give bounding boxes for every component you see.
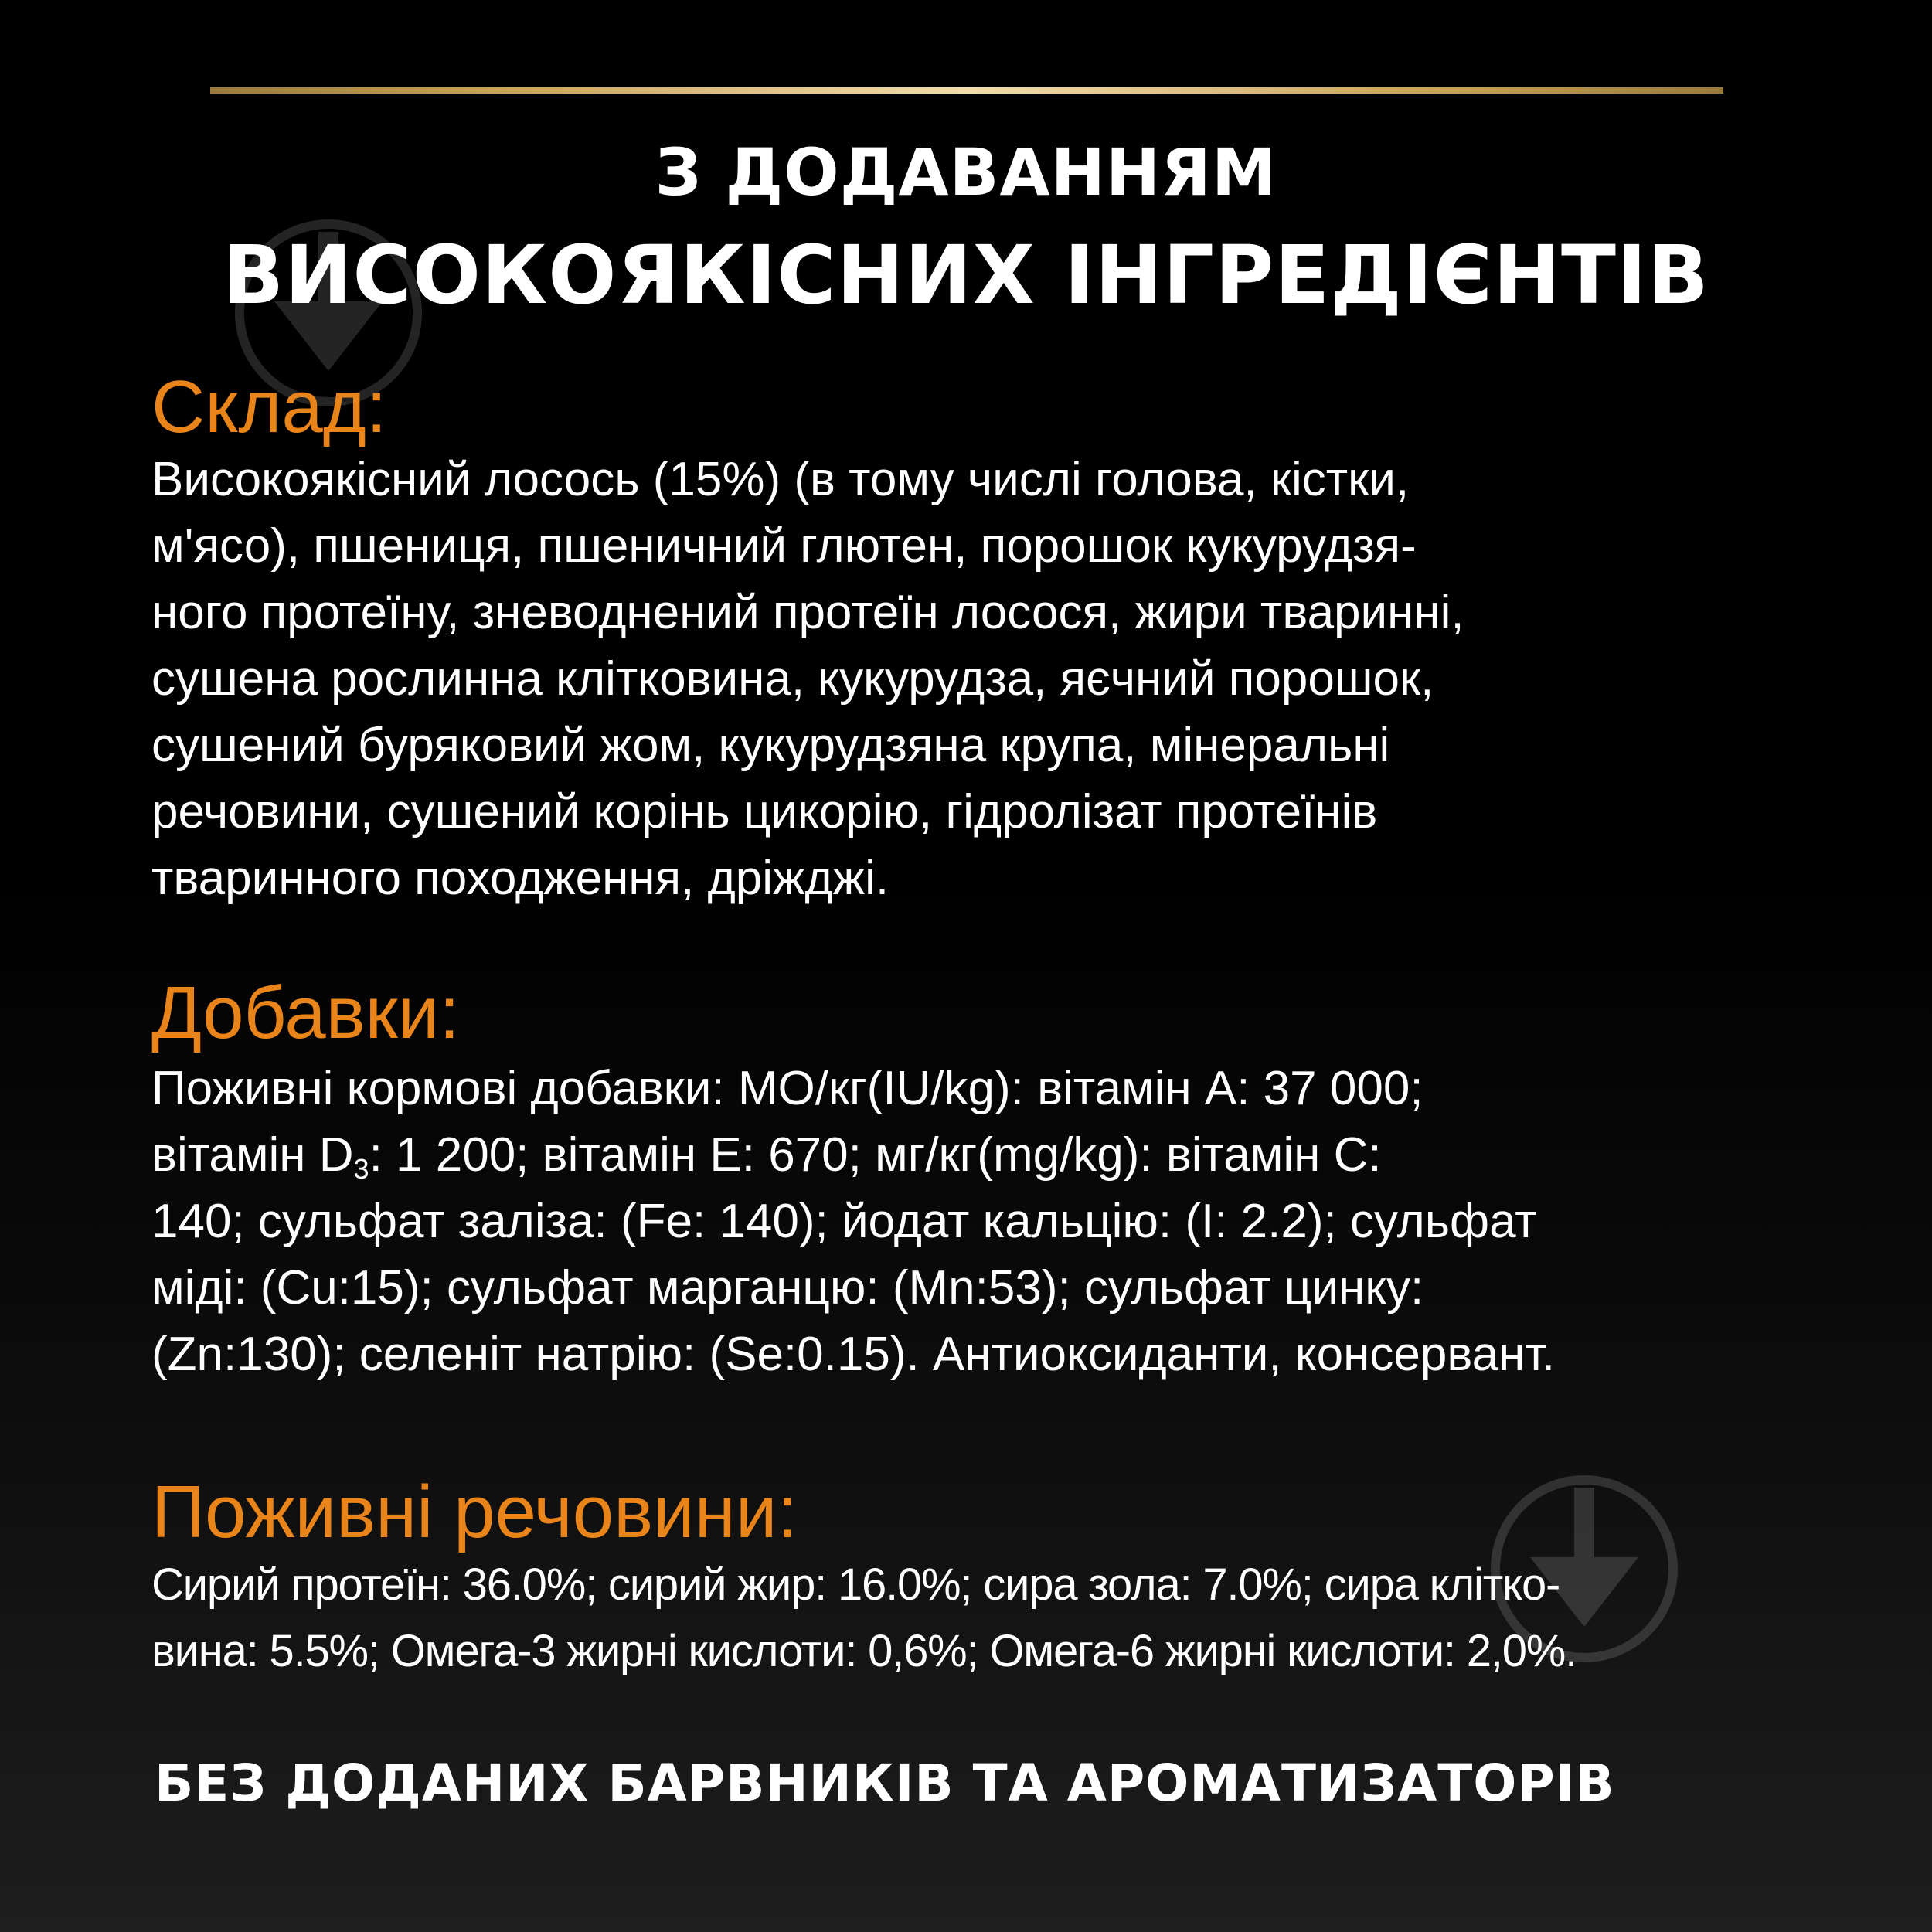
nutrients-line: вина: 5.5%; Омега-3 жирні кислоти: 0,6%; Омега-6 жирні кислоти: 2,0%.	[151, 1626, 1577, 1676]
composition-line: м'ясо), пшениця, пшеничний глютен, порошок кукурудзя-	[151, 519, 1417, 573]
composition-line: Високоякісний лосось (15%) (в тому числі голова, кістки,	[151, 453, 1410, 506]
heading-line-1: З ДОДАВАННЯМ	[655, 134, 1277, 210]
heading-line-2: ВИСОКОЯКІСНИХ ІНГРЕДІЄНТІВ	[223, 228, 1709, 322]
additives-line: 140; сульфат заліза: (Fe: 140); йодат кальцію: (I: 2.2); сульфат	[151, 1195, 1537, 1248]
composition-line: сушена рослинна клітковина, кукурудза, яєчний порошок,	[151, 652, 1434, 706]
footer-claim: БЕЗ ДОДАНИХ БАРВНИКІВ ТА АРОМАТИЗАТОРІВ	[155, 1753, 1615, 1813]
additives-line: Поживні кормові добавки: МО/кг(IU/kg): вітамін А: 37 000;	[151, 1062, 1423, 1115]
additives-line-part: : 1 200; вітамін Е: 670; мг/кг(mg/kg): вітамін С:	[369, 1128, 1382, 1182]
additives-title: Добавки:	[151, 971, 460, 1054]
additives-line: міді: (Cu:15); сульфат марганцю: (Mn:53); сульфат цинку:	[151, 1261, 1424, 1315]
composition-line: тваринного походження, дріжджі.	[151, 852, 889, 905]
nutrients-title: Поживні речовини:	[151, 1471, 798, 1553]
composition-text	[151, 447, 1836, 912]
additives-line-part: вітамін D	[151, 1128, 354, 1182]
composition-line: сушений буряковий жом, кукурудзяна крупа, мінеральні	[151, 719, 1390, 772]
subscript-3: 3	[353, 1153, 369, 1185]
composition-title: Склад:	[151, 366, 387, 448]
composition-line: речовини, сушений корінь цикорію, гідролізат протеїнів	[151, 785, 1378, 838]
additives-line: (Zn:130); селеніт натрію: (Se:0.15). Антиоксиданти, консервант.	[151, 1328, 1556, 1381]
gold-divider-line	[210, 87, 1723, 94]
nutrients-text	[151, 1552, 1836, 1685]
additives-text	[151, 1056, 1836, 1388]
composition-line: ного протеїну, зневоднений протеїн лосося, жири тваринні,	[151, 586, 1464, 639]
nutrients-line: Сирий протеїн: 36.0%; сирий жир: 16.0%; сира зола: 7.0%; сира клітко-	[151, 1560, 1560, 1610]
additives-line	[151, 1122, 1836, 1189]
